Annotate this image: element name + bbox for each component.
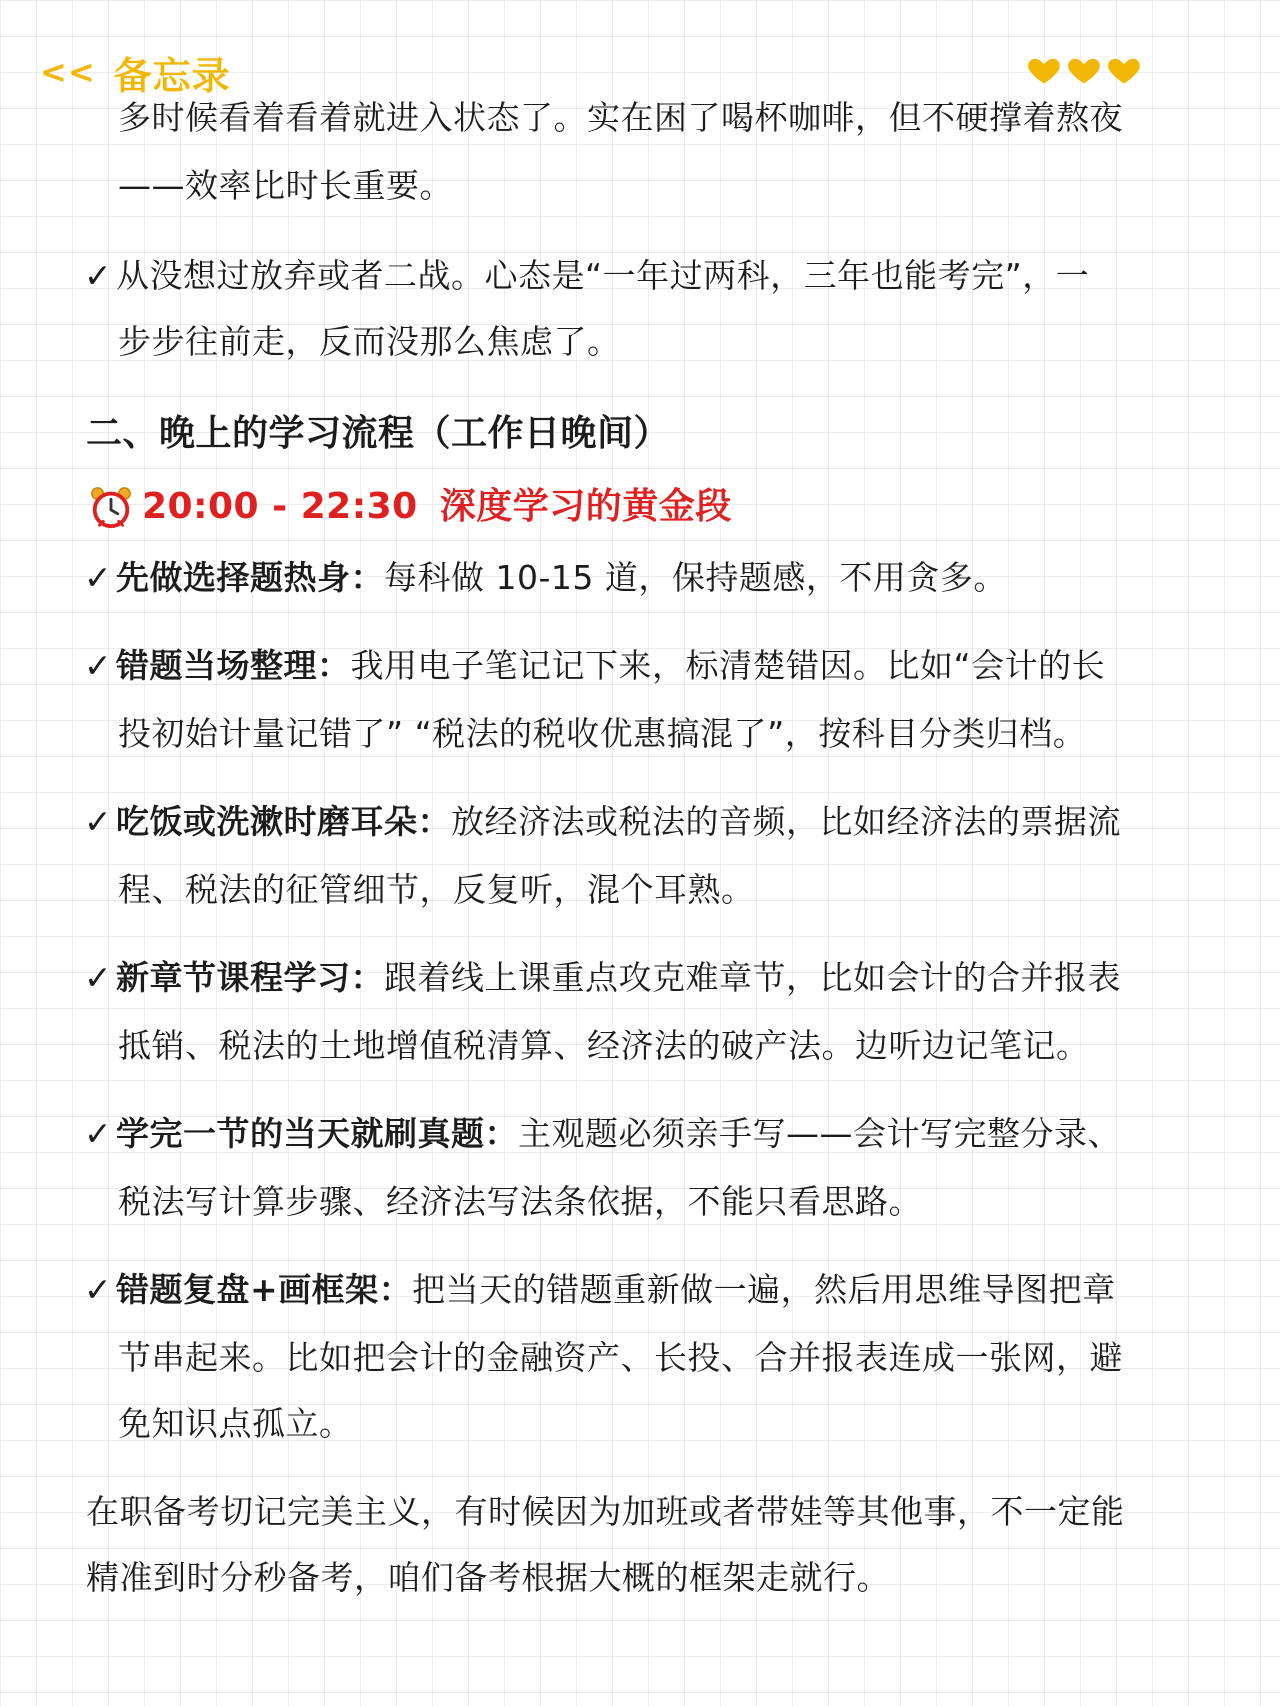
- check-icon: ✓: [84, 1114, 113, 1153]
- check-icon: ✓: [84, 646, 113, 685]
- check-icon: ✓: [84, 958, 113, 997]
- time-label: 深度学习的黄金段: [439, 486, 732, 527]
- check-icon: ✓: [84, 1270, 113, 1309]
- item-text-continuation: 税法写计算步骤、经济法写法条依据，不能只看思路。: [118, 1182, 922, 1221]
- closing-line-1: 在职备考切记完美主义，有时候因为加班或者带娃等其他事，不一定能: [86, 1492, 1125, 1531]
- mindset-line-1: [84, 254, 1089, 298]
- item-text-continuation: 投初始计量记错了” “税法的税收优惠搞混了”，按科目分类归档。: [118, 714, 1087, 753]
- item-lead: 错题当场整理：: [116, 646, 351, 685]
- heart-icon: [1106, 52, 1142, 88]
- list-item: [84, 1112, 1121, 1156]
- intro-line-1: 多时候看着看着就进入状态了。实在困了喝杯咖啡，但不硬撑着熬夜: [118, 98, 1123, 137]
- mindset-text-1: 从没想过放弃或者二战。心态是“一年过两科，三年也能考完”，一: [116, 256, 1090, 295]
- heart-icon: [1026, 52, 1062, 88]
- item-text: 主观题必须亲手写——会计写完整分录、: [518, 1114, 1121, 1153]
- item-lead: 吃饭或洗漱时磨耳朵：: [116, 802, 451, 841]
- check-icon: ✓: [84, 256, 113, 295]
- item-text: 把当天的错题重新做一遍，然后用思维导图把章: [412, 1270, 1116, 1309]
- list-item: [84, 1268, 1116, 1312]
- item-text-continuation: 程、税法的征管细节，反复听，混个耳熟。: [118, 870, 755, 909]
- mindset-line-2: 步步往前走，反而没那么焦虑了。: [118, 322, 621, 361]
- back-chevrons-icon: <<: [40, 53, 96, 91]
- heart-icon: [1066, 52, 1102, 88]
- header: [40, 44, 231, 100]
- item-lead: 新章节课程学习：: [116, 958, 384, 997]
- list-item: [84, 556, 1007, 600]
- item-text-continuation: 节串起来。比如把会计的金融资产、长投、合并报表连成一张网，避: [118, 1338, 1123, 1377]
- check-icon: ✓: [84, 558, 113, 597]
- check-icon: ✓: [84, 802, 113, 841]
- item-lead: 学完一节的当天就刷真题：: [116, 1114, 518, 1153]
- alarm-clock-icon: [88, 484, 134, 530]
- item-text: 跟着线上课重点攻克难章节，比如会计的合并报表: [384, 958, 1121, 997]
- list-item: [84, 800, 1121, 844]
- list-item: [84, 956, 1121, 1000]
- item-lead: 错题复盘+画框架：: [116, 1270, 413, 1309]
- intro-line-2: ——效率比时长重要。: [118, 166, 453, 205]
- section-heading: 二、晚上的学习流程（工作日晚间）: [86, 413, 671, 454]
- page-title: 备忘录: [113, 53, 231, 98]
- item-text-continuation: 抵销、税法的土地增值税清算、经济法的破产法。边听边记笔记。: [118, 1026, 1090, 1065]
- item-text: 放经济法或税法的音频，比如经济法的票据流: [451, 802, 1121, 841]
- time-heading: [88, 484, 732, 530]
- item-lead: 先做选择题热身：: [116, 558, 384, 597]
- item-text: 每科做 10-15 道，保持题感，不用贪多。: [384, 558, 1007, 597]
- list-item: [84, 644, 1105, 688]
- time-range: 20:00 - 22:30: [142, 486, 418, 527]
- back-button[interactable]: [40, 45, 231, 100]
- item-text: 我用电子笔记记下来，标清楚错因。比如“会计的长: [350, 646, 1106, 685]
- item-text-continuation: 免知识点孤立。: [118, 1404, 353, 1443]
- hearts-decoration: [1026, 52, 1142, 88]
- closing-line-2: 精准到时分秒备考，咱们备考根据大概的框架走就行。: [86, 1558, 890, 1597]
